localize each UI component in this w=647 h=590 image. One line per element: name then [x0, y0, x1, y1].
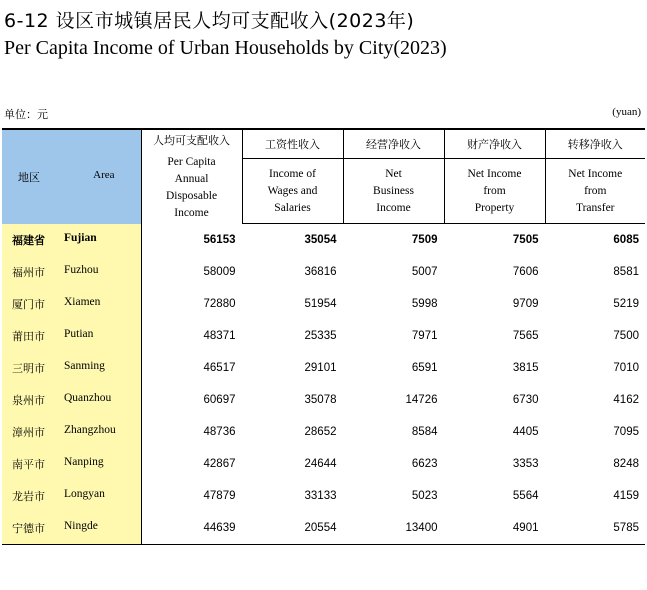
header-transfer-cn: 转移净收入 [545, 129, 645, 159]
header-disposable-income-cn: 人均可支配收入 [153, 133, 230, 147]
page-title-cn: 6-12 设区市城镇居民人均可支配收入(2023年) [4, 10, 415, 32]
header-property-en-2: from [483, 184, 506, 197]
header-transfer-en-2: from [584, 184, 607, 197]
row-area-en: Nanping [64, 456, 104, 468]
row-area-en: Ningde [64, 520, 98, 532]
row-area-cn: 厦门市 [12, 298, 45, 311]
cell-business: 6591 [343, 352, 444, 384]
row-area-wrap [2, 456, 141, 472]
cell-property: 4405 [444, 416, 545, 448]
header-transfer-en-1: Net Income [568, 167, 623, 180]
header-area-cn: 地区 [18, 170, 40, 184]
header-disposable-income-en-4: Income [174, 206, 209, 219]
header-transfer-en-3: Transfer [575, 201, 615, 214]
cell-wages: 33133 [242, 480, 343, 512]
header-business-en-2: Business [373, 184, 414, 197]
row-area-cn: 漳州市 [12, 426, 45, 439]
row-area-wrap [2, 424, 141, 440]
row-area-en: Sanming [64, 360, 105, 372]
row-area-en: Xiamen [64, 296, 101, 308]
cell-wages: 28652 [242, 416, 343, 448]
cell-wages: 29101 [242, 352, 343, 384]
row-area [2, 224, 141, 257]
row-area-wrap [2, 520, 141, 536]
row-area [2, 416, 141, 448]
row-area [2, 288, 141, 320]
header-wages-en-3: Salaries [274, 201, 311, 214]
header-disposable-income-en-3: Disposable [165, 189, 218, 202]
cell-business: 5023 [343, 480, 444, 512]
unit-label-cn: 单位：元 [4, 108, 48, 121]
cell-business: 6623 [343, 448, 444, 480]
cell-transfer: 7500 [545, 320, 645, 352]
cell-business: 5007 [343, 256, 444, 288]
header-transfer-en [545, 159, 645, 224]
cell-business: 5998 [343, 288, 444, 320]
row-area-en: Zhangzhou [64, 424, 116, 436]
unit-label-en: (yuan) [612, 106, 641, 118]
cell-property: 5564 [444, 480, 545, 512]
cell-business: 8584 [343, 416, 444, 448]
cell-transfer: 7010 [545, 352, 645, 384]
cell-disposable-income: 48371 [141, 320, 242, 352]
row-area-cn: 三明市 [12, 362, 45, 375]
row-area-wrap [2, 328, 141, 344]
cell-property: 6730 [444, 384, 545, 416]
row-area-cn: 宁德市 [12, 522, 45, 535]
row-area-en: Quanzhou [64, 392, 112, 404]
header-disposable-income-en-2: Annual [174, 172, 209, 185]
header-area [2, 129, 141, 224]
cell-disposable-income: 60697 [141, 384, 242, 416]
row-area-cn: 福州市 [12, 266, 45, 279]
cell-disposable-income: 42867 [141, 448, 242, 480]
row-area-cn: 泉州市 [12, 394, 45, 407]
table-row [2, 352, 645, 384]
cell-property: 3353 [444, 448, 545, 480]
header-wages-en [242, 159, 343, 224]
cell-transfer: 6085 [545, 224, 645, 257]
cell-wages: 20554 [242, 512, 343, 545]
row-area-en: Putian [64, 328, 94, 340]
row-area [2, 352, 141, 384]
cell-transfer: 8581 [545, 256, 645, 288]
row-area-cn: 龙岩市 [12, 490, 45, 503]
table-row [2, 320, 645, 352]
row-area-wrap [2, 360, 141, 376]
cell-property: 9709 [444, 288, 545, 320]
cell-disposable-income: 58009 [141, 256, 242, 288]
row-area [2, 384, 141, 416]
income-table [2, 128, 645, 545]
cell-transfer: 4159 [545, 480, 645, 512]
header-property-cn: 财产净收入 [444, 129, 545, 159]
table-row [2, 480, 645, 512]
row-area-cn: 福建省 [12, 233, 45, 247]
header-business-cn: 经营净收入 [343, 129, 444, 159]
row-area [2, 480, 141, 512]
cell-transfer: 7095 [545, 416, 645, 448]
table-row [2, 448, 645, 480]
header-area-en: Area [93, 168, 115, 181]
cell-disposable-income: 46517 [141, 352, 242, 384]
header-wages-en-1: Income of [269, 167, 316, 180]
row-area-wrap [2, 264, 141, 280]
row-area-en: Fujian [64, 231, 97, 244]
cell-disposable-income: 44639 [141, 512, 242, 545]
cell-transfer: 5785 [545, 512, 645, 545]
cell-property: 7606 [444, 256, 545, 288]
cell-property: 3815 [444, 352, 545, 384]
table-row [2, 416, 645, 448]
table-row [2, 288, 645, 320]
table-row [2, 384, 645, 416]
header-disposable-income-en-1: Per Capita [167, 155, 216, 168]
cell-disposable-income: 56153 [141, 224, 242, 257]
header-property-en [444, 159, 545, 224]
row-area [2, 512, 141, 545]
cell-property: 4901 [444, 512, 545, 545]
table-row [2, 512, 645, 545]
header-business-en-3: Income [376, 201, 411, 214]
row-area-wrap [2, 488, 141, 504]
cell-business: 13400 [343, 512, 444, 545]
row-area-en: Fuzhou [64, 264, 99, 276]
row-area [2, 448, 141, 480]
cell-disposable-income: 47879 [141, 480, 242, 512]
cell-disposable-income: 72880 [141, 288, 242, 320]
header-property-en-1: Net Income [467, 167, 522, 180]
cell-wages: 36816 [242, 256, 343, 288]
cell-transfer: 4162 [545, 384, 645, 416]
cell-business: 7971 [343, 320, 444, 352]
row-area [2, 256, 141, 288]
page-title-en: Per Capita Income of Urban Households by City(2023) [4, 37, 447, 59]
row-area [2, 320, 141, 352]
cell-wages: 35078 [242, 384, 343, 416]
cell-wages: 25335 [242, 320, 343, 352]
row-area-cn: 莆田市 [12, 330, 45, 343]
header-wages-cn: 工资性收入 [242, 129, 343, 159]
header-disposable-income [141, 129, 242, 224]
row-area-wrap [2, 232, 141, 248]
header-wages-en-2: Wages and [267, 184, 318, 197]
cell-business: 7509 [343, 224, 444, 257]
cell-property: 7565 [444, 320, 545, 352]
header-property-en-3: Property [474, 201, 515, 214]
cell-property: 7505 [444, 224, 545, 257]
cell-wages: 35054 [242, 224, 343, 257]
cell-business: 14726 [343, 384, 444, 416]
cell-wages: 51954 [242, 288, 343, 320]
row-area-cn: 南平市 [12, 458, 45, 471]
row-area-wrap [2, 296, 141, 312]
cell-transfer: 8248 [545, 448, 645, 480]
table-body [2, 224, 645, 545]
cell-disposable-income: 48736 [141, 416, 242, 448]
cell-wages: 24644 [242, 448, 343, 480]
header-business-en-1: Net [385, 167, 402, 180]
header-business-en [343, 159, 444, 224]
row-area-en: Longyan [64, 488, 105, 500]
table-row [2, 256, 645, 288]
row-area-wrap [2, 392, 141, 408]
table-row [2, 224, 645, 257]
cell-transfer: 5219 [545, 288, 645, 320]
